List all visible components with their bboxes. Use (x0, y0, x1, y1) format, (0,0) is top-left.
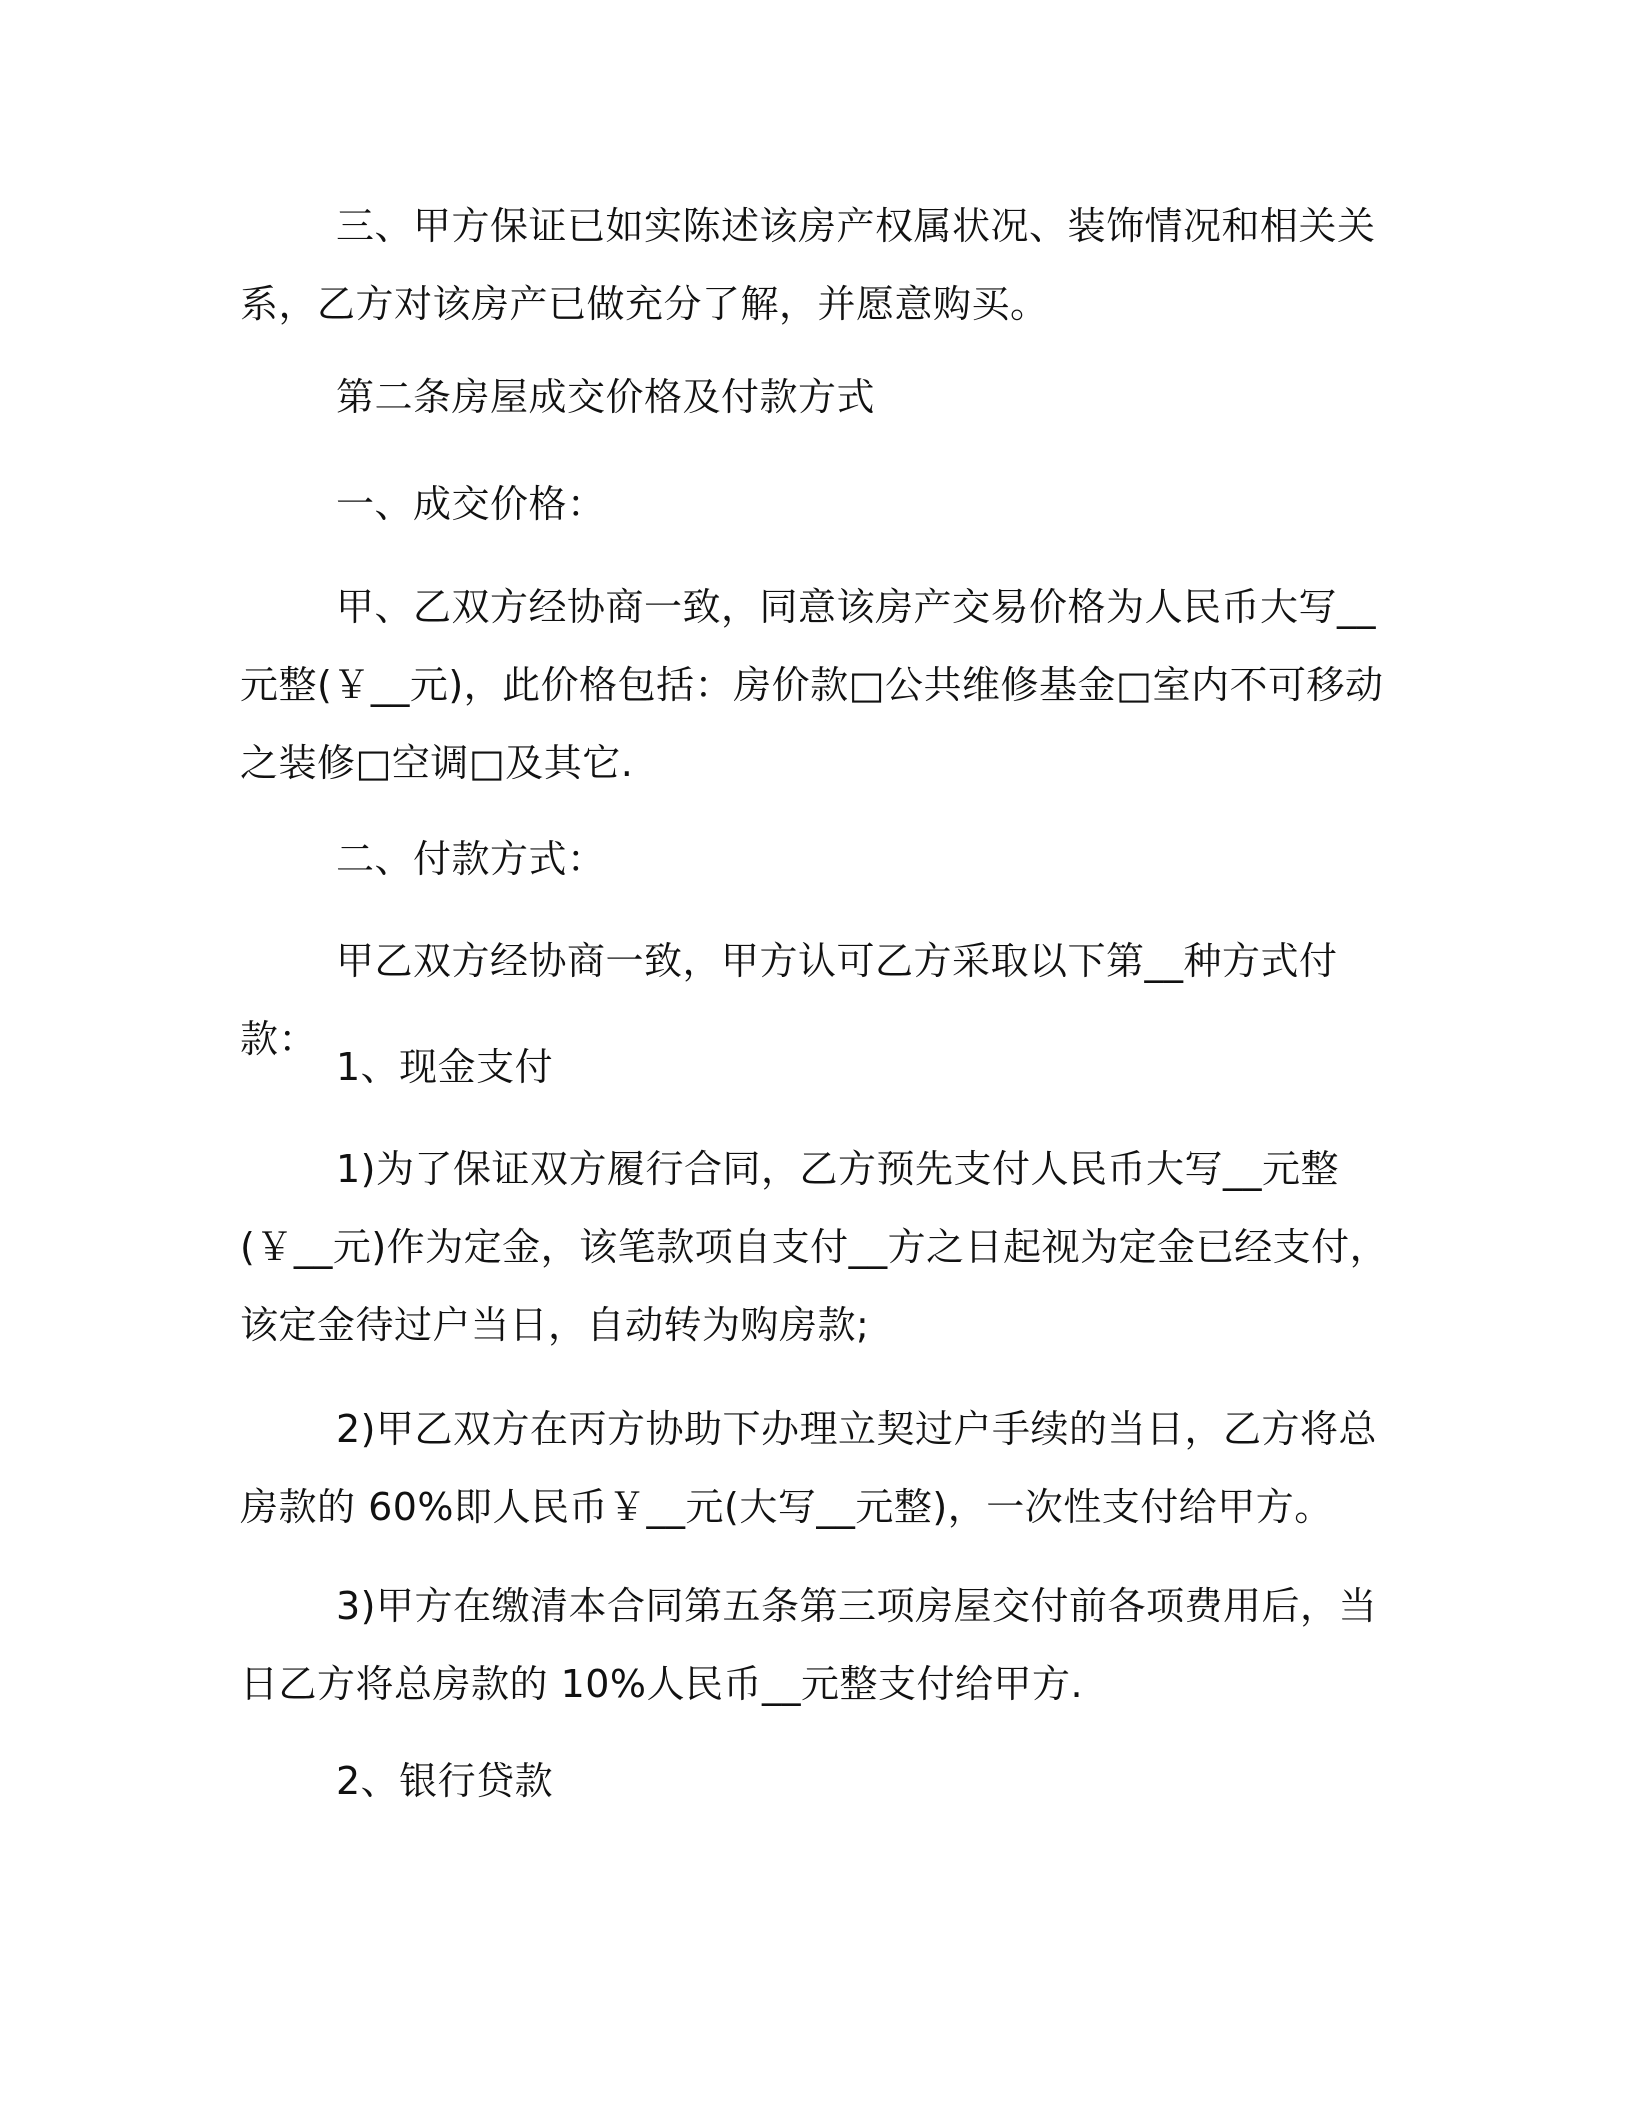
section-payment-method-heading: 二、付款方式： (336, 837, 606, 881)
section-transaction-price-heading: 一、成交价格： (336, 482, 606, 526)
item-bank-loan-heading: 2、银行贷款 (336, 1759, 554, 1803)
paragraph-ten-percent-payment: 3)甲方在缴清本合同第五条第三项房屋交付前各项费用后，当日乙方将总房款的 10%人民币__元整支付给甲方. (240, 1584, 1378, 1706)
paragraph-transaction-price: 甲、乙双方经协商一致，同意该房产交易价格为人民币大写__元整(￥__元)，此价格包括：房价款□公共维修基金□室内不可移动之装修□空调□及其它. (240, 585, 1384, 785)
paragraph-seller-guarantee: 三、甲方保证已如实陈述该房产权属状况、装饰情况和相关关系，乙方对该房产已做充分了解，并愿意购买。 (240, 204, 1376, 326)
paragraph-sixty-percent-payment: 2)甲乙双方在丙方协助下办理立契过户手续的当日，乙方将总房款的 60%即人民币￥__元(大写__元整)，一次性支付给甲方。 (240, 1407, 1378, 1529)
article-two-heading: 第二条房屋成交价格及付款方式 (336, 375, 876, 419)
paragraph-deposit-terms: 1)为了保证双方履行合同，乙方预先支付人民币大写__元整(￥__元)作为定金，该笔款项自支付__方之日起视为定金已经支付，该定金待过户当日，自动转为购房款; (240, 1147, 1389, 1347)
paragraph-payment-agreement: 甲乙双方经协商一致，甲方认可乙方采取以下第__种方式付款： (240, 939, 1338, 1061)
item-cash-payment-heading: 1、现金支付 (336, 1045, 554, 1089)
